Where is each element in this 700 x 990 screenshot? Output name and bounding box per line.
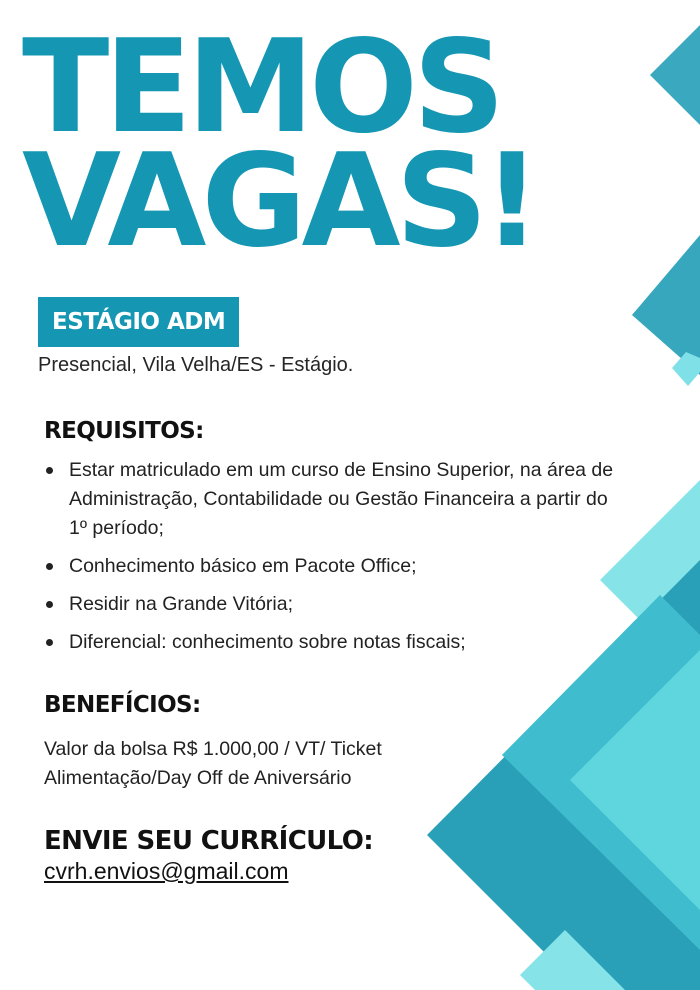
cta-title: ENVIE SEU CURRÍCULO: bbox=[44, 826, 374, 856]
list-item bbox=[44, 456, 614, 543]
bullet-icon bbox=[46, 601, 53, 608]
job-title-badge: ESTÁGIO ADM bbox=[38, 297, 239, 347]
bullet-icon bbox=[46, 563, 53, 570]
headline-line-2: VAGAS! bbox=[22, 127, 537, 276]
requirement-text: Conhecimento básico em Pacote Office; bbox=[69, 555, 417, 577]
requirements-list bbox=[44, 456, 614, 666]
bullet-icon bbox=[46, 467, 53, 474]
list-item bbox=[44, 590, 614, 619]
benefits-title: BENEFÍCIOS: bbox=[44, 692, 201, 718]
requirement-text: Diferencial: conhecimento sobre notas fiscais; bbox=[69, 631, 466, 653]
list-item bbox=[44, 628, 614, 657]
bullet-icon bbox=[46, 639, 53, 646]
email-link[interactable]: cvrh.envios@gmail.com bbox=[44, 858, 289, 884]
requirement-text: Residir na Grande Vitória; bbox=[69, 593, 294, 615]
list-item bbox=[44, 552, 614, 581]
requirements-title: REQUISITOS: bbox=[44, 418, 204, 444]
requirement-text: Estar matriculado em um curso de Ensino Superior, na área de Administração, Contabilidade ou Gestão Financeira a partir do 1º período; bbox=[69, 459, 614, 539]
headline-line-1: TEMOS bbox=[22, 13, 501, 162]
benefits-text: Valor da bolsa R$ 1.000,00 / VT/ Ticket Alimentação/Day Off de Aniversário bbox=[44, 738, 382, 789]
job-meta: Presencial, Vila Velha/ES - Estágio. bbox=[38, 354, 354, 376]
